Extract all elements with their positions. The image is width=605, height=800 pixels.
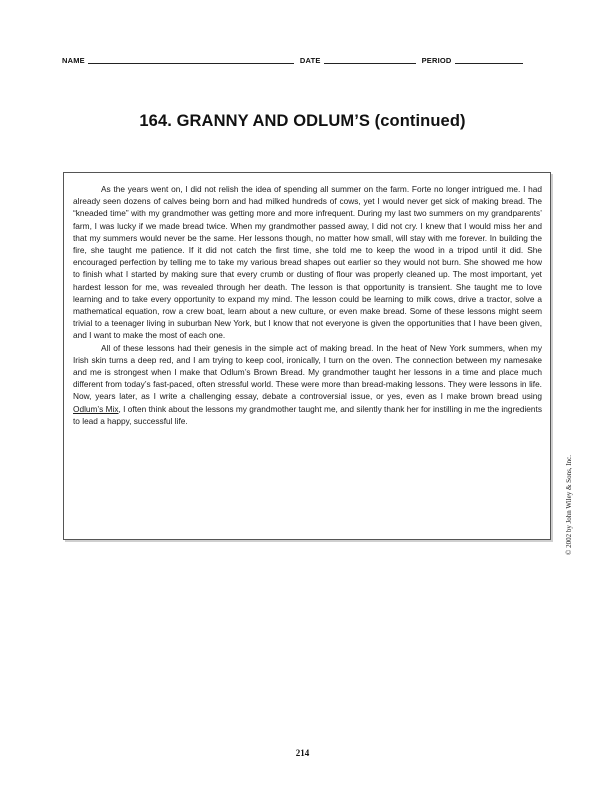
reading-passage-box: [63, 172, 551, 540]
page-number: 214: [295, 748, 310, 758]
name-label: NAME: [62, 56, 85, 65]
copyright-notice: © 2002 by John Wiley & Sons, Inc.: [565, 455, 573, 555]
odlums-mix-underlined: Odlum’s Mix: [73, 403, 119, 414]
passage-paragraph-2: [73, 342, 542, 427]
paragraph-2-text-start: All of these lessons had their genesis in the simple act of making bread. In the heat of New York summers, when my Irish skin turns a deep red, and I am trying to keep cool, ironically, I turn on the oven. The connection between my namesake and me is strongest when I make that Odlum’s Brown Bread. My grandmother taught her lessons in a time and place much different from today’s fast-paced, often stressful world. These were more than bread-making lessons. They were lessons in life. Now, years later, as I write a challenging essay, debate a controversial issue, or yes, even as I make brown bread using: [73, 342, 542, 402]
passage-paragraph-1: As the years went on, I did not relish the idea of spending all summer on the farm. Forte no longer intrigued me. I had already seen dozens of calves being born and had milked hundreds of cows, yet I would never get sick of making bread. The “kneaded time” with my grandmother was getting more and more infrequent. During my last two summers on my grandparents’ farm, I was lucky if we made bread twice. When my grandmother passed away, I did not cry. I knew that I would miss her and that my summers would never be the same. Her lessons though, no matter how small, will stay with me forever. In building the fire, she taught me patience. If it did not catch the first time, she told me to keep the wood in a tripod until it did. She encouraged perfection by telling me to take my various bread shapes out earlier so they would not burn. She showed me how to finish what I started by making sure that every crumb or dusting of flour was properly cleaned up. The most important, yet hardest lesson for me, was revealed through her death. The lesson is that opportunity is transient. She taught me to love learning and to take every opportunity to expand my mind. The lesson could be learning to milk cows, drive a tractor, solve a mathematical equation, row a crew boat, learn about a new culture, or even make bread. Some of these lessons might seem trivial to a teenager living in suburban New York, but I know that not everyone is given the opportunities that I have been given, and I want to make the most of each one.: [73, 184, 542, 341]
page-title: 164. GRANNY AND ODLUM’S (continued): [139, 112, 466, 130]
period-line: [455, 55, 523, 64]
period-label: PERIOD: [421, 56, 452, 65]
student-info-header: [62, 55, 532, 65]
date-label: DATE: [299, 56, 321, 65]
paragraph-2-text-end: , I often think about the lessons my grandmother taught me, and silently thank her for instilling in me the ingredients to lead a happy, successful life.: [73, 403, 542, 426]
date-line: [324, 55, 416, 64]
name-line: [88, 55, 294, 64]
